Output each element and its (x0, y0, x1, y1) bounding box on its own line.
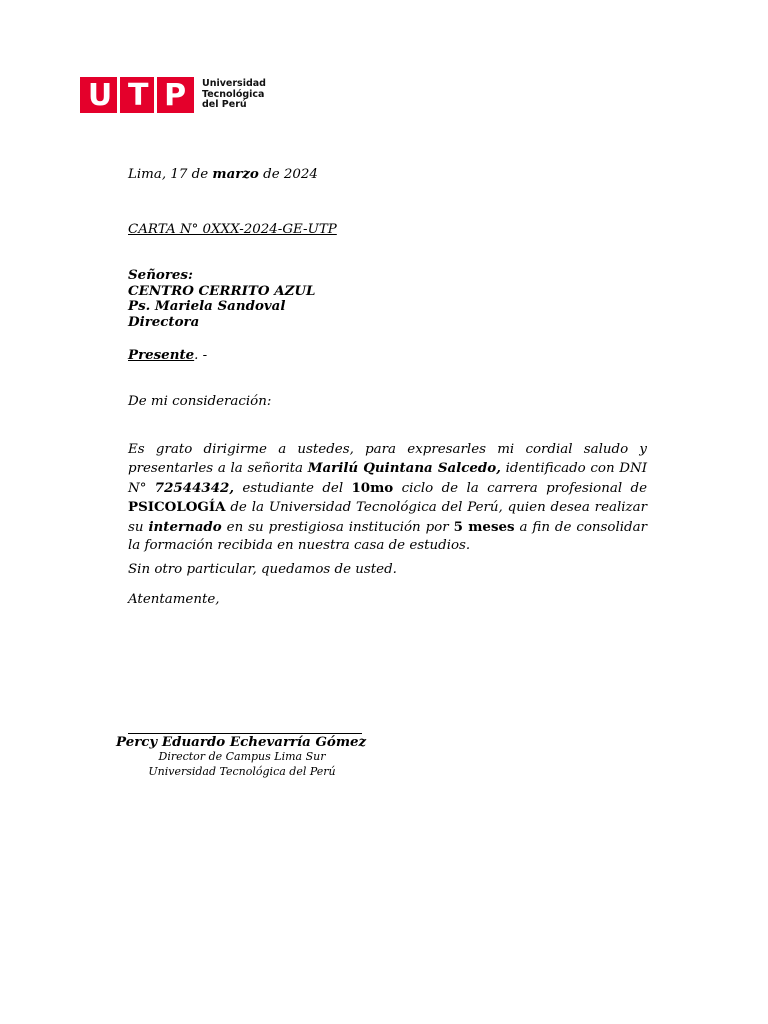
date-suffix: de 2024 (258, 167, 318, 182)
greeting: De mi consideración: (128, 394, 272, 409)
utp-logo (80, 77, 266, 113)
utp-logo-mark (80, 77, 194, 113)
body-text: de la Universidad Tecnológica del Perú, quien desea realizar su (128, 500, 647, 535)
logo-letter-p: P (164, 77, 187, 113)
body-text: estudiante del (234, 480, 352, 496)
recipient-line: Ps. Mariela Sandoval (128, 298, 286, 314)
body-text: ciclo de la carrera profesional de (393, 480, 647, 496)
date-prefix: Lima, 17 de (128, 167, 213, 182)
logo-divider (154, 77, 157, 113)
recipient-line: Señores: (128, 267, 193, 283)
student-name: Marilú Quintana Salcedo, (307, 460, 501, 477)
body-text: a fin de consolidar la formación recibida en nuestra casa de estudios. (128, 519, 647, 554)
internship-word: internado (148, 518, 222, 535)
logo-divider (117, 77, 120, 113)
logo-letter-u: U (87, 77, 113, 113)
logo-letter-t: T (127, 77, 149, 113)
body-text: Es grato dirigirme a ustedes, para expresarles mi cordial saludo y presentarles a la señorita (128, 442, 647, 477)
recipient-block (128, 268, 315, 330)
logo-wordmark (202, 79, 266, 111)
recipient-line: Directora (128, 313, 200, 330)
date-month: marzo (212, 166, 259, 182)
letter-body (128, 441, 647, 555)
logo-line: Tecnológica (202, 88, 265, 100)
internship-duration: 5 meses (453, 518, 515, 535)
presente-suffix: . - (194, 348, 208, 363)
body-text: identificado con DNI N° (128, 461, 648, 496)
body-text: en su prestigiosa institución por (221, 519, 454, 535)
logo-line: Universidad (202, 78, 266, 90)
closing-salutation: Atentamente, (128, 592, 220, 607)
signatory-institution: Universidad Tecnológica del Perú (148, 765, 336, 778)
presente-line (128, 347, 207, 363)
letter-reference: CARTA N° 0XXX-2024-GE-UTP (128, 222, 337, 237)
student-dni: 72544342, (154, 479, 234, 496)
letter-date (128, 166, 318, 182)
presente-word: Presente (128, 347, 195, 363)
signatory-role: Director de Campus Lima Sur (158, 750, 326, 763)
student-cycle: 10mo (351, 479, 394, 496)
closing-line: Sin otro particular, quedamos de usted. (128, 562, 397, 577)
student-career: PSICOLOGÍA (128, 499, 226, 516)
signatory-name: Percy Eduardo Echevarría Gómez (116, 734, 367, 750)
recipient-line: CENTRO CERRITO AZUL (128, 282, 316, 299)
logo-line: del Perú (202, 99, 247, 111)
